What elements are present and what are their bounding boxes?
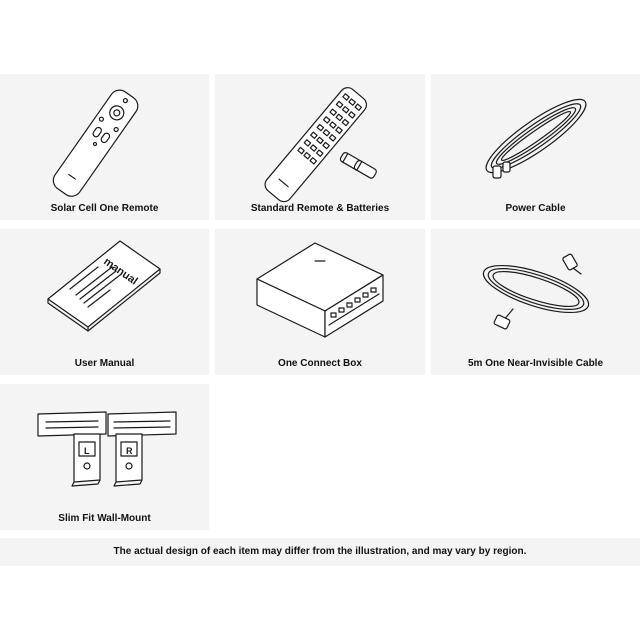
item-tile-wall-mount (0, 384, 209, 530)
item-tile-one-connect-box (215, 229, 425, 375)
item-label: Slim Fit Wall-Mount (58, 513, 151, 524)
manual-cover-text: manual (101, 255, 140, 288)
one-connect-box-illustration (215, 229, 425, 375)
item-label: Solar Cell One Remote (50, 203, 159, 214)
standard-remote-illustration (215, 74, 425, 220)
item-tile-power-cable (431, 74, 640, 220)
power-cable-illustration (431, 74, 640, 220)
item-label: One Connect Box (278, 358, 362, 369)
item-tile-solar-cell-remote (0, 74, 209, 220)
user-manual-illustration (0, 229, 209, 375)
wall-mount-illustration (0, 384, 209, 530)
left-mount-mark: L (84, 446, 90, 456)
item-label: Standard Remote & Batteries (250, 203, 390, 214)
item-label: 5m One Near-Invisible Cable (467, 358, 604, 369)
item-tile-user-manual (0, 229, 209, 375)
item-tile-near-invisible-cable (431, 229, 640, 375)
item-label: User Manual (74, 358, 135, 369)
disclaimer-text: The actual design of each item may differ from the illustration, and may vary by region. (113, 546, 527, 557)
battery-icon (339, 152, 377, 180)
right-mount-mark: R (126, 446, 133, 456)
item-tile-standard-remote (215, 74, 425, 220)
item-label: Power Cable (505, 203, 566, 214)
solar-cell-remote-illustration (0, 74, 209, 220)
near-invisible-cable-illustration (431, 229, 640, 375)
disclaimer-bar (0, 538, 640, 566)
